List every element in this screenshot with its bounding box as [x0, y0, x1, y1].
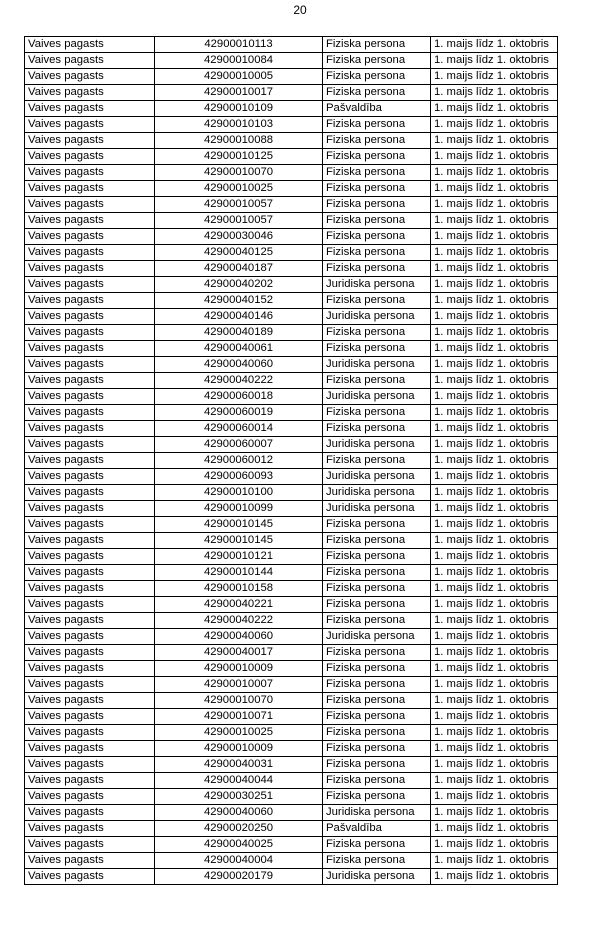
period-cell: 1. maijs līdz 1. oktobris: [431, 229, 558, 245]
parish-cell: Vaives pagasts: [25, 181, 155, 197]
owner-type-cell: Fiziska persona: [323, 613, 431, 629]
owner-type-cell: Juridiska persona: [323, 629, 431, 645]
period-cell: 1. maijs līdz 1. oktobris: [431, 405, 558, 421]
parish-cell: Vaives pagasts: [25, 85, 155, 101]
table-row: [25, 421, 558, 437]
parish-cell: Vaives pagasts: [25, 677, 155, 693]
cadastre-number-cell: 42900010005: [155, 69, 323, 85]
period-cell: 1. maijs līdz 1. oktobris: [431, 309, 558, 325]
period-cell: 1. maijs līdz 1. oktobris: [431, 693, 558, 709]
parish-cell: Vaives pagasts: [25, 581, 155, 597]
parish-cell: Vaives pagasts: [25, 789, 155, 805]
parish-cell: Vaives pagasts: [25, 517, 155, 533]
owner-type-cell: Fiziska persona: [323, 549, 431, 565]
parish-cell: Vaives pagasts: [25, 277, 155, 293]
owner-type-cell: Fiziska persona: [323, 85, 431, 101]
owner-type-cell: Fiziska persona: [323, 581, 431, 597]
period-cell: 1. maijs līdz 1. oktobris: [431, 725, 558, 741]
cadastre-number-cell: 42900040152: [155, 293, 323, 309]
table-row: [25, 581, 558, 597]
parish-cell: Vaives pagasts: [25, 245, 155, 261]
cadastre-number-cell: 42900020179: [155, 869, 323, 885]
table-row: [25, 389, 558, 405]
table-row: [25, 501, 558, 517]
parish-cell: Vaives pagasts: [25, 293, 155, 309]
owner-type-cell: Fiziska persona: [323, 37, 431, 53]
owner-type-cell: Fiziska persona: [323, 693, 431, 709]
period-cell: 1. maijs līdz 1. oktobris: [431, 805, 558, 821]
parish-cell: Vaives pagasts: [25, 533, 155, 549]
period-cell: 1. maijs līdz 1. oktobris: [431, 181, 558, 197]
parish-cell: Vaives pagasts: [25, 453, 155, 469]
cadastre-number-cell: 42900040187: [155, 261, 323, 277]
owner-type-cell: Fiziska persona: [323, 213, 431, 229]
table-row: [25, 645, 558, 661]
owner-type-cell: Pašvaldība: [323, 821, 431, 837]
period-cell: 1. maijs līdz 1. oktobris: [431, 773, 558, 789]
table-row: [25, 773, 558, 789]
parish-cell: Vaives pagasts: [25, 165, 155, 181]
cadastre-number-cell: 42900040189: [155, 325, 323, 341]
table-row: [25, 661, 558, 677]
cadastre-number-cell: 42900010057: [155, 213, 323, 229]
period-cell: 1. maijs līdz 1. oktobris: [431, 37, 558, 53]
cadastre-number-cell: 42900010070: [155, 693, 323, 709]
cadastre-number-cell: 42900040004: [155, 853, 323, 869]
table-row: [25, 853, 558, 869]
period-cell: 1. maijs līdz 1. oktobris: [431, 677, 558, 693]
period-cell: 1. maijs līdz 1. oktobris: [431, 549, 558, 565]
cadastre-number-cell: 42900010084: [155, 53, 323, 69]
cadastre-number-cell: 42900010070: [155, 165, 323, 181]
parish-cell: Vaives pagasts: [25, 485, 155, 501]
table-row: [25, 597, 558, 613]
parish-cell: Vaives pagasts: [25, 341, 155, 357]
cadastre-number-cell: 42900010113: [155, 37, 323, 53]
period-cell: 1. maijs līdz 1. oktobris: [431, 293, 558, 309]
cadastre-number-cell: 42900010007: [155, 677, 323, 693]
period-cell: 1. maijs līdz 1. oktobris: [431, 325, 558, 341]
owner-type-cell: Fiziska persona: [323, 757, 431, 773]
page-number: 20: [293, 3, 307, 17]
cadastre-number-cell: 42900060007: [155, 437, 323, 453]
parish-cell: Vaives pagasts: [25, 725, 155, 741]
owner-type-cell: Fiziska persona: [323, 405, 431, 421]
table-row: [25, 181, 558, 197]
cadastre-number-cell: 42900010144: [155, 565, 323, 581]
cadastre-number-cell: 42900040202: [155, 277, 323, 293]
table-row: [25, 485, 558, 501]
table-row: [25, 149, 558, 165]
parish-cell: Vaives pagasts: [25, 325, 155, 341]
owner-type-cell: Juridiska persona: [323, 277, 431, 293]
period-cell: 1. maijs līdz 1. oktobris: [431, 613, 558, 629]
table-row: [25, 437, 558, 453]
owner-type-cell: Fiziska persona: [323, 373, 431, 389]
parish-cell: Vaives pagasts: [25, 645, 155, 661]
parish-cell: Vaives pagasts: [25, 405, 155, 421]
table-row: [25, 869, 558, 885]
period-cell: 1. maijs līdz 1. oktobris: [431, 85, 558, 101]
period-cell: 1. maijs līdz 1. oktobris: [431, 373, 558, 389]
cadastre-number-cell: 42900010158: [155, 581, 323, 597]
parish-cell: Vaives pagasts: [25, 53, 155, 69]
owner-type-cell: Juridiska persona: [323, 437, 431, 453]
table-row: [25, 325, 558, 341]
table-row: [25, 469, 558, 485]
cadastre-number-cell: 42900060012: [155, 453, 323, 469]
table-row: [25, 517, 558, 533]
period-cell: 1. maijs līdz 1. oktobris: [431, 629, 558, 645]
table-row: [25, 69, 558, 85]
owner-type-cell: Juridiska persona: [323, 309, 431, 325]
cadastre-number-cell: 42900040031: [155, 757, 323, 773]
cadastre-number-cell: 42900040146: [155, 309, 323, 325]
owner-type-cell: Fiziska persona: [323, 325, 431, 341]
table-body: [25, 37, 558, 885]
cadastre-number-cell: 42900010099: [155, 501, 323, 517]
owner-type-cell: Fiziska persona: [323, 709, 431, 725]
data-table: [24, 36, 558, 885]
table-row: [25, 309, 558, 325]
table-row: [25, 725, 558, 741]
owner-type-cell: Fiziska persona: [323, 117, 431, 133]
owner-type-cell: Fiziska persona: [323, 181, 431, 197]
period-cell: 1. maijs līdz 1. oktobris: [431, 133, 558, 149]
parish-cell: Vaives pagasts: [25, 197, 155, 213]
table-row: [25, 85, 558, 101]
owner-type-cell: Pašvaldība: [323, 101, 431, 117]
period-cell: 1. maijs līdz 1. oktobris: [431, 645, 558, 661]
parish-cell: Vaives pagasts: [25, 133, 155, 149]
parish-cell: Vaives pagasts: [25, 597, 155, 613]
period-cell: 1. maijs līdz 1. oktobris: [431, 117, 558, 133]
table-row: [25, 677, 558, 693]
period-cell: 1. maijs līdz 1. oktobris: [431, 261, 558, 277]
parish-cell: Vaives pagasts: [25, 69, 155, 85]
parish-cell: Vaives pagasts: [25, 37, 155, 53]
owner-type-cell: Fiziska persona: [323, 533, 431, 549]
table-row: [25, 629, 558, 645]
period-cell: 1. maijs līdz 1. oktobris: [431, 149, 558, 165]
period-cell: 1. maijs līdz 1. oktobris: [431, 165, 558, 181]
period-cell: 1. maijs līdz 1. oktobris: [431, 837, 558, 853]
parish-cell: Vaives pagasts: [25, 229, 155, 245]
cadastre-number-cell: 42900020250: [155, 821, 323, 837]
parish-cell: Vaives pagasts: [25, 757, 155, 773]
cadastre-number-cell: 42900040061: [155, 341, 323, 357]
parish-cell: Vaives pagasts: [25, 309, 155, 325]
cadastre-number-cell: 42900040044: [155, 773, 323, 789]
owner-type-cell: Fiziska persona: [323, 197, 431, 213]
cadastre-number-cell: 42900060019: [155, 405, 323, 421]
parish-cell: Vaives pagasts: [25, 469, 155, 485]
period-cell: 1. maijs līdz 1. oktobris: [431, 597, 558, 613]
cadastre-number-cell: 42900040025: [155, 837, 323, 853]
cadastre-number-cell: 42900010025: [155, 181, 323, 197]
period-cell: 1. maijs līdz 1. oktobris: [431, 853, 558, 869]
period-cell: 1. maijs līdz 1. oktobris: [431, 709, 558, 725]
table-row: [25, 229, 558, 245]
parish-cell: Vaives pagasts: [25, 357, 155, 373]
table-row: [25, 213, 558, 229]
period-cell: 1. maijs līdz 1. oktobris: [431, 421, 558, 437]
owner-type-cell: Fiziska persona: [323, 229, 431, 245]
period-cell: 1. maijs līdz 1. oktobris: [431, 533, 558, 549]
owner-type-cell: Fiziska persona: [323, 53, 431, 69]
cadastre-number-cell: 42900040221: [155, 597, 323, 613]
period-cell: 1. maijs līdz 1. oktobris: [431, 485, 558, 501]
parish-cell: Vaives pagasts: [25, 549, 155, 565]
table-row: [25, 341, 558, 357]
parish-cell: Vaives pagasts: [25, 101, 155, 117]
table-row: [25, 549, 558, 565]
table-row: [25, 837, 558, 853]
owner-type-cell: Fiziska persona: [323, 245, 431, 261]
owner-type-cell: Fiziska persona: [323, 645, 431, 661]
parish-cell: Vaives pagasts: [25, 565, 155, 581]
period-cell: 1. maijs līdz 1. oktobris: [431, 757, 558, 773]
cadastre-number-cell: 42900030046: [155, 229, 323, 245]
table-row: [25, 53, 558, 69]
owner-type-cell: Juridiska persona: [323, 389, 431, 405]
parish-cell: Vaives pagasts: [25, 661, 155, 677]
owner-type-cell: Fiziska persona: [323, 517, 431, 533]
cadastre-number-cell: 42900010145: [155, 517, 323, 533]
owner-type-cell: Fiziska persona: [323, 341, 431, 357]
period-cell: 1. maijs līdz 1. oktobris: [431, 101, 558, 117]
period-cell: 1. maijs līdz 1. oktobris: [431, 581, 558, 597]
period-cell: 1. maijs līdz 1. oktobris: [431, 277, 558, 293]
owner-type-cell: Fiziska persona: [323, 789, 431, 805]
period-cell: 1. maijs līdz 1. oktobris: [431, 341, 558, 357]
table-row: [25, 133, 558, 149]
cadastre-number-cell: 42900010103: [155, 117, 323, 133]
owner-type-cell: Fiziska persona: [323, 725, 431, 741]
period-cell: 1. maijs līdz 1. oktobris: [431, 821, 558, 837]
cadastre-number-cell: 42900040222: [155, 373, 323, 389]
parish-cell: Vaives pagasts: [25, 501, 155, 517]
period-cell: 1. maijs līdz 1. oktobris: [431, 789, 558, 805]
period-cell: 1. maijs līdz 1. oktobris: [431, 437, 558, 453]
period-cell: 1. maijs līdz 1. oktobris: [431, 245, 558, 261]
cadastre-number-cell: 42900010025: [155, 725, 323, 741]
table-row: [25, 373, 558, 389]
owner-type-cell: Fiziska persona: [323, 261, 431, 277]
parish-cell: Vaives pagasts: [25, 613, 155, 629]
owner-type-cell: Juridiska persona: [323, 357, 431, 373]
period-cell: 1. maijs līdz 1. oktobris: [431, 389, 558, 405]
period-cell: 1. maijs līdz 1. oktobris: [431, 741, 558, 757]
period-cell: 1. maijs līdz 1. oktobris: [431, 869, 558, 885]
parish-cell: Vaives pagasts: [25, 741, 155, 757]
table-row: [25, 245, 558, 261]
period-cell: 1. maijs līdz 1. oktobris: [431, 661, 558, 677]
owner-type-cell: Juridiska persona: [323, 485, 431, 501]
owner-type-cell: Fiziska persona: [323, 133, 431, 149]
cadastre-number-cell: 42900010145: [155, 533, 323, 549]
table-row: [25, 741, 558, 757]
table-row: [25, 277, 558, 293]
cadastre-number-cell: 42900010109: [155, 101, 323, 117]
owner-type-cell: Fiziska persona: [323, 165, 431, 181]
parish-cell: Vaives pagasts: [25, 629, 155, 645]
period-cell: 1. maijs līdz 1. oktobris: [431, 453, 558, 469]
owner-type-cell: Fiziska persona: [323, 853, 431, 869]
table-row: [25, 405, 558, 421]
owner-type-cell: Juridiska persona: [323, 869, 431, 885]
cadastre-number-cell: 42900060018: [155, 389, 323, 405]
period-cell: 1. maijs līdz 1. oktobris: [431, 565, 558, 581]
table-row: [25, 261, 558, 277]
cadastre-number-cell: 42900010121: [155, 549, 323, 565]
table-row: [25, 805, 558, 821]
parish-cell: Vaives pagasts: [25, 213, 155, 229]
table-row: [25, 693, 558, 709]
parish-cell: Vaives pagasts: [25, 853, 155, 869]
table-row: [25, 789, 558, 805]
cadastre-number-cell: 42900010088: [155, 133, 323, 149]
cadastre-number-cell: 42900060014: [155, 421, 323, 437]
cadastre-number-cell: 42900040125: [155, 245, 323, 261]
parish-cell: Vaives pagasts: [25, 837, 155, 853]
owner-type-cell: Juridiska persona: [323, 501, 431, 517]
table-row: [25, 757, 558, 773]
cadastre-number-cell: 42900010057: [155, 197, 323, 213]
period-cell: 1. maijs līdz 1. oktobris: [431, 197, 558, 213]
table-row: [25, 453, 558, 469]
period-cell: 1. maijs līdz 1. oktobris: [431, 469, 558, 485]
cadastre-number-cell: 42900040060: [155, 629, 323, 645]
table-row: [25, 197, 558, 213]
parish-cell: Vaives pagasts: [25, 373, 155, 389]
parish-cell: Vaives pagasts: [25, 421, 155, 437]
cadastre-number-cell: 42900010125: [155, 149, 323, 165]
table-row: [25, 293, 558, 309]
table-row: [25, 613, 558, 629]
parish-cell: Vaives pagasts: [25, 821, 155, 837]
cadastre-number-cell: 42900010071: [155, 709, 323, 725]
cadastre-number-cell: 42900010009: [155, 661, 323, 677]
period-cell: 1. maijs līdz 1. oktobris: [431, 69, 558, 85]
table-row: [25, 117, 558, 133]
period-cell: 1. maijs līdz 1. oktobris: [431, 213, 558, 229]
parish-cell: Vaives pagasts: [25, 709, 155, 725]
owner-type-cell: Fiziska persona: [323, 149, 431, 165]
cadastre-number-cell: 42900040060: [155, 805, 323, 821]
owner-type-cell: Juridiska persona: [323, 805, 431, 821]
owner-type-cell: Fiziska persona: [323, 661, 431, 677]
cadastre-number-cell: 42900010017: [155, 85, 323, 101]
parish-cell: Vaives pagasts: [25, 693, 155, 709]
table-row: [25, 357, 558, 373]
cadastre-number-cell: 42900040017: [155, 645, 323, 661]
table-row: [25, 101, 558, 117]
owner-type-cell: Fiziska persona: [323, 453, 431, 469]
table-row: [25, 709, 558, 725]
owner-type-cell: Fiziska persona: [323, 837, 431, 853]
parish-cell: Vaives pagasts: [25, 389, 155, 405]
period-cell: 1. maijs līdz 1. oktobris: [431, 357, 558, 373]
table-row: [25, 533, 558, 549]
table-row: [25, 565, 558, 581]
cadastre-number-cell: 42900030251: [155, 789, 323, 805]
table-row: [25, 165, 558, 181]
owner-type-cell: Fiziska persona: [323, 773, 431, 789]
cadastre-number-cell: 42900010009: [155, 741, 323, 757]
period-cell: 1. maijs līdz 1. oktobris: [431, 501, 558, 517]
cadastre-number-cell: 42900060093: [155, 469, 323, 485]
parish-cell: Vaives pagasts: [25, 437, 155, 453]
parish-cell: Vaives pagasts: [25, 149, 155, 165]
owner-type-cell: Fiziska persona: [323, 741, 431, 757]
owner-type-cell: Fiziska persona: [323, 69, 431, 85]
parish-cell: Vaives pagasts: [25, 773, 155, 789]
cadastre-number-cell: 42900040060: [155, 357, 323, 373]
parish-cell: Vaives pagasts: [25, 117, 155, 133]
owner-type-cell: Juridiska persona: [323, 469, 431, 485]
owner-type-cell: Fiziska persona: [323, 597, 431, 613]
table-row: [25, 821, 558, 837]
owner-type-cell: Fiziska persona: [323, 421, 431, 437]
parish-cell: Vaives pagasts: [25, 869, 155, 885]
parish-cell: Vaives pagasts: [25, 261, 155, 277]
cadastre-number-cell: 42900010100: [155, 485, 323, 501]
owner-type-cell: Fiziska persona: [323, 565, 431, 581]
table-row: [25, 37, 558, 53]
owner-type-cell: Fiziska persona: [323, 293, 431, 309]
owner-type-cell: Fiziska persona: [323, 677, 431, 693]
period-cell: 1. maijs līdz 1. oktobris: [431, 517, 558, 533]
cadastre-number-cell: 42900040222: [155, 613, 323, 629]
parish-cell: Vaives pagasts: [25, 805, 155, 821]
period-cell: 1. maijs līdz 1. oktobris: [431, 53, 558, 69]
